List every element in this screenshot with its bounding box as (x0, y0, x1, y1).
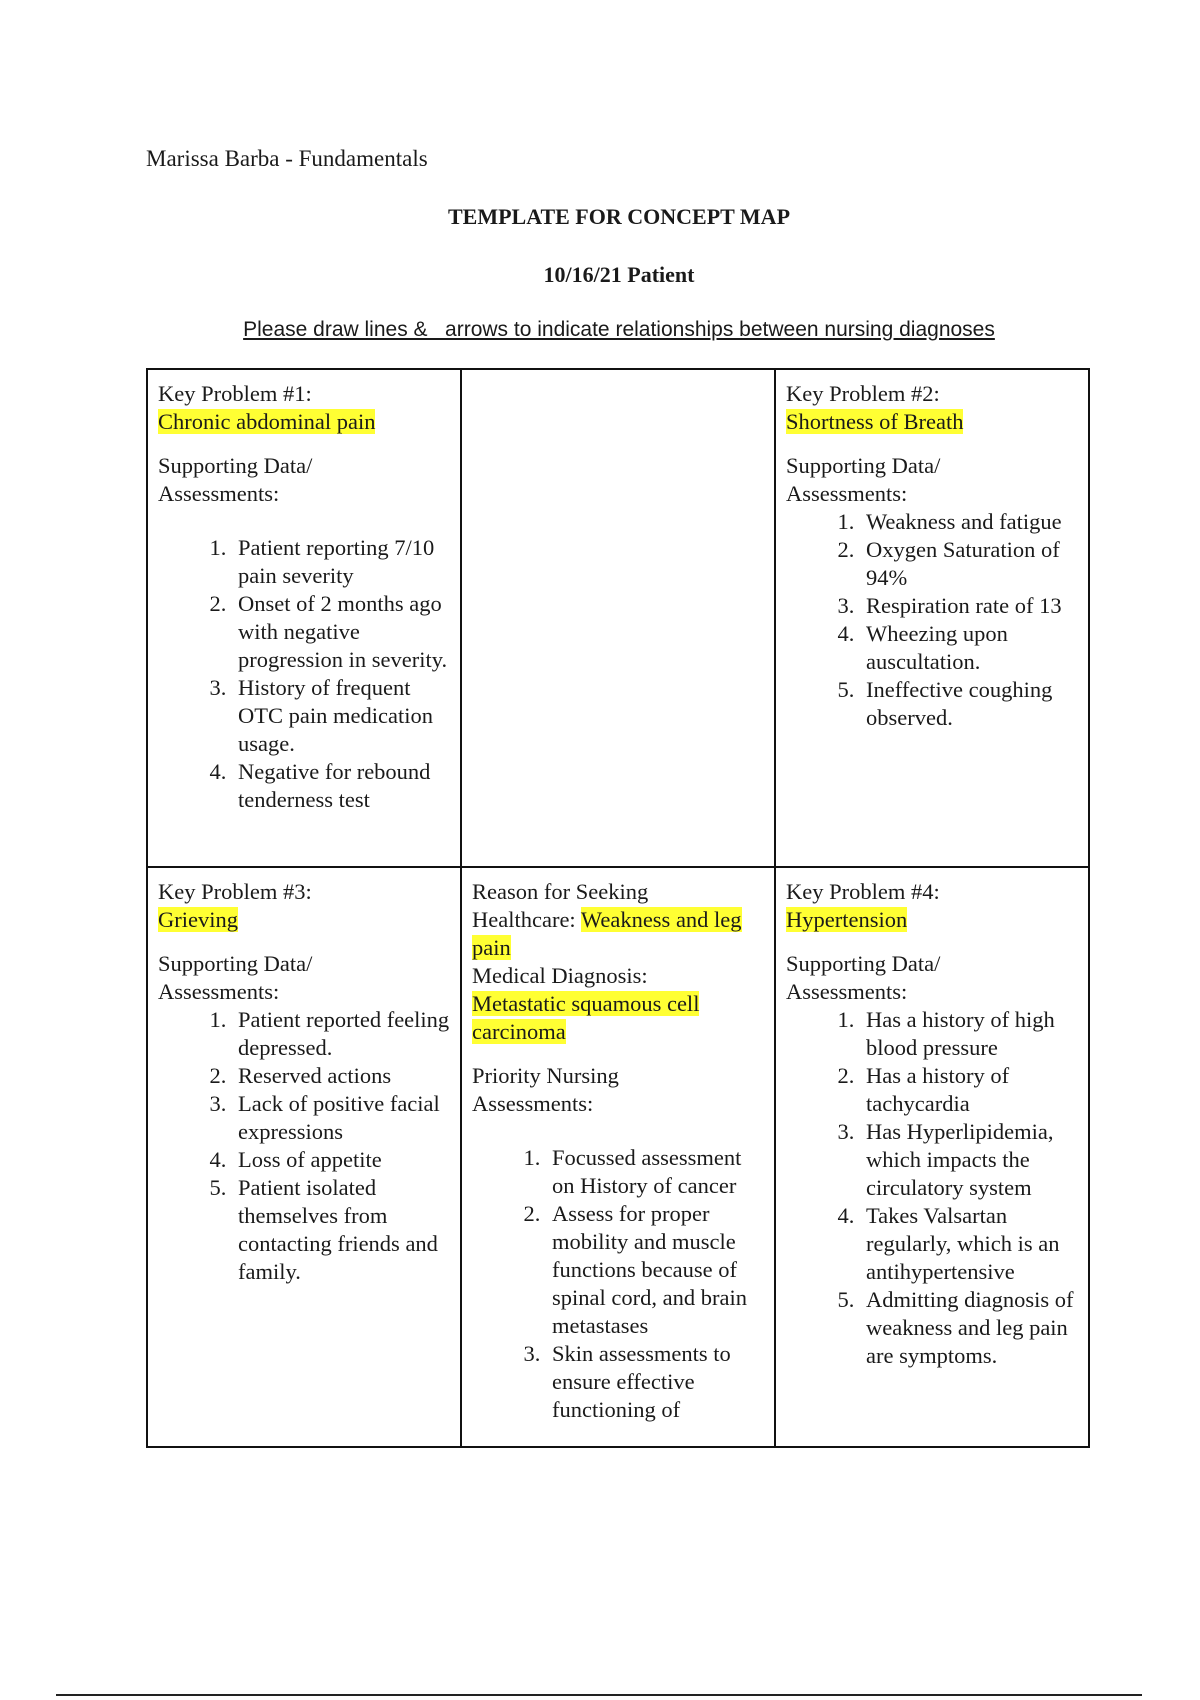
document-date: 10/16/21 Patient (543, 262, 695, 287)
list-item: 1. Weakness and fatigue (860, 508, 1080, 536)
list-item: 1. Patient reporting 7/10 pain severity (232, 534, 452, 590)
key-problem-3-name: Grieving (158, 907, 238, 932)
list-item: 2. Oxygen Saturation of 94% (860, 536, 1080, 592)
list-item: 1. Focussed assessment on History of cancer (546, 1144, 766, 1200)
table-row (147, 867, 1089, 1447)
medical-diagnosis: Metastatic squamous cell carcinoma (472, 991, 700, 1044)
list-item: 2. Reserved actions (232, 1062, 452, 1090)
list-item: 4. Wheezing upon auscultation. (860, 620, 1080, 676)
list-item: 5. Admitting diagnosis of weakness and leg pain are symptoms. (860, 1286, 1080, 1370)
list-item: 4. Takes Valsartan regularly, which is an antihypertensive (860, 1202, 1080, 1286)
list-item: 2. Has a history of tachycardia (860, 1062, 1080, 1118)
list-item: 3. History of frequent OTC pain medication usage. (232, 674, 452, 758)
key-problem-3-cell (147, 867, 461, 1447)
key-problem-3-label: Key Problem #3: (158, 879, 312, 904)
list-item: 5. Patient isolated themselves from contacting friends and family. (232, 1174, 452, 1286)
list-item: 3. Has Hyperlipidemia, which impacts the circulatory system (860, 1118, 1080, 1202)
list-item: 1. Has a history of high blood pressure (860, 1006, 1080, 1062)
instruction-text: Please draw lines & arrows to indicate relationships between nursing diagnoses (243, 318, 995, 341)
list-item: 3. Lack of positive facial expressions (232, 1090, 452, 1146)
list-item: 4. Negative for rebound tenderness test (232, 758, 452, 814)
assessments-label: Assessments: (158, 979, 280, 1004)
key-problem-2-list (786, 508, 1080, 732)
key-problem-2-label: Key Problem #2: (786, 381, 940, 406)
priority-nursing-label: Priority Nursing (472, 1063, 619, 1088)
key-problem-4-list (786, 1006, 1080, 1370)
center-diagnosis-cell (461, 867, 775, 1447)
key-problem-1-cell (147, 369, 461, 867)
list-item: 2. Assess for proper mobility and muscle functions because of spinal cord, and brain metastases (546, 1200, 766, 1340)
list-item: 5. Ineffective coughing observed. (860, 676, 1080, 732)
document-author: Marissa Barba - Fundamentals (146, 146, 428, 171)
key-problem-4-cell (775, 867, 1089, 1447)
concept-map-table (146, 368, 1090, 1448)
medical-diagnosis-label: Medical Diagnosis: (472, 963, 648, 988)
assessments-label: Assessments: (786, 481, 908, 506)
table-row (147, 369, 1089, 867)
page-bottom-rule (56, 1694, 1142, 1696)
key-problem-2-name: Shortness of Breath (786, 409, 964, 434)
empty-center-cell (461, 369, 775, 867)
reason-label-cont: Healthcare: (472, 907, 581, 932)
reason-for-seeking-healthcare: Weakness and leg pain (472, 907, 742, 960)
list-item: 4. Loss of appetite (232, 1146, 452, 1174)
supporting-data-label: Supporting Data/ (786, 951, 941, 976)
assessments-label: Assessments: (786, 979, 908, 1004)
assessments-label: Assessments: (472, 1091, 594, 1116)
supporting-data-label: Supporting Data/ (786, 453, 941, 478)
document-title: TEMPLATE FOR CONCEPT MAP (447, 204, 791, 229)
key-problem-3-list (158, 1006, 452, 1286)
supporting-data-label: Supporting Data/ (158, 951, 313, 976)
supporting-data-label: Supporting Data/ (158, 453, 313, 478)
key-problem-4-name: Hypertension (786, 907, 908, 932)
list-item: 3. Skin assessments to ensure effective functioning of (546, 1340, 766, 1424)
list-item: 1. Patient reported feeling depressed. (232, 1006, 452, 1062)
key-problem-1-list (158, 534, 452, 814)
list-item: 2. Onset of 2 months ago with negative progression in severity. (232, 590, 452, 674)
key-problem-2-cell (775, 369, 1089, 867)
key-problem-1-label: Key Problem #1: (158, 381, 312, 406)
assessments-label: Assessments: (158, 481, 280, 506)
key-problem-4-label: Key Problem #4: (786, 879, 940, 904)
list-item: 3. Respiration rate of 13 (860, 592, 1080, 620)
priority-assessments-list (472, 1144, 766, 1424)
reason-label: Reason for Seeking (472, 879, 649, 904)
key-problem-1-name: Chronic abdominal pain (158, 409, 376, 434)
